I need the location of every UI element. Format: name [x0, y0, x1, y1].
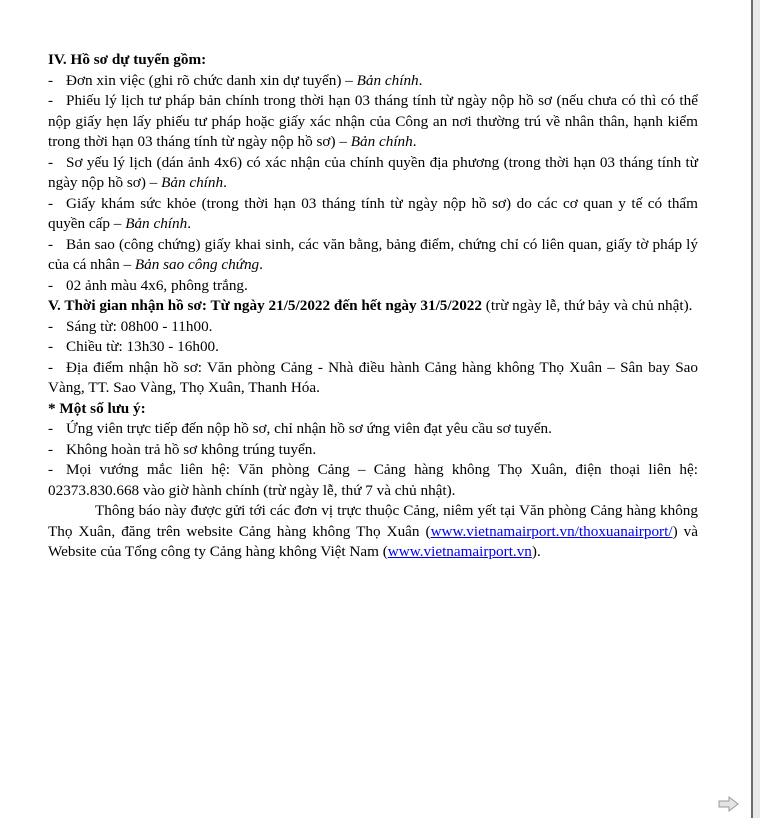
section-4-item-5: - Bản sao (công chứng) giấy khai sinh, các văn bằng, bảng điểm, chứng chỉ có liên quan, giấy tờ pháp lý của cá nhân – Bản sao công chứng. [48, 235, 698, 273]
section-4-item-1: - Đơn xin việc (ghi rõ chức danh xin dự tuyển) – Bản chính. [48, 71, 423, 89]
section-5-item-2: - Chiều từ: 13h30 - 16h00. [48, 338, 219, 355]
thoxuan-airport-link[interactable]: www.vietnamairport.vn/thoxuanairport/ [430, 522, 673, 540]
vietnam-airport-link[interactable]: www.vietnamairport.vn [387, 543, 532, 560]
section-4-item-4: - Giấy khám sức khỏe (trong thời hạn 03 tháng tính từ ngày nộp hồ sơ) do các cơ quan y tế có thẩm quyền cấp – Bản chính. [48, 194, 698, 232]
section-5-item-1: - Sáng từ: 08h00 - 11h00. [48, 317, 213, 335]
section-5-item-3: - Địa điểm nhận hồ sơ: Văn phòng Cảng - Nhà điều hành Cảng hàng không Thọ Xuân – Sân bay Sao Vàng, TT. Sao Vàng, Thọ Xuân, Thanh Hóa. [48, 358, 698, 396]
page-shadow [753, 0, 760, 818]
notes-item-2: - Không hoàn trả hồ sơ không trúng tuyển. [48, 440, 317, 458]
section-4-item-2: - Phiếu lý lịch tư pháp bản chính trong thời hạn 03 tháng tính từ ngày nộp hồ sơ (nếu chưa có thì có thể nộp giấy hẹn lấy phiếu tư pháp hoặc giấy xác nhận của Công an nơi thường trú về nhân thân, hạnh kiểm trong thời hạn 03 tháng tính từ ngày nộp hồ sơ) – Bản chính. [48, 92, 698, 150]
document-body [48, 50, 698, 563]
notes-item-1: - Ứng viên trực tiếp đến nộp hồ sơ, chỉ nhận hồ sơ ứng viên đạt yêu cầu sơ tuyển. [48, 420, 552, 437]
closing-paragraph: Thông báo này được gửi tới các đơn vị trực thuộc Cảng, niêm yết tại Văn phòng Cảng hàng không Thọ Xuân, đăng trên website Cảng hàng không Thọ Xuân (www.vietnamairport.vn/thoxuanairport/) và Website của Tổng công ty Cảng hàng không Việt Nam (www.vietnamairport.vn). [48, 502, 698, 560]
notes-heading: * Một số lưu ý: [48, 399, 146, 417]
notes-item-3: - Mọi vướng mắc liên hệ: Văn phòng Cảng – Cảng hàng không Thọ Xuân, điện thoại liên hệ: 02373.830.668 vào giờ hành chính (trừ ngày lễ, thứ 7 và chủ nhật). [48, 461, 698, 499]
next-page-arrow-icon[interactable] [718, 795, 740, 813]
section-5-heading: V. Thời gian nhận hồ sơ: Từ ngày 21/5/2022 đến hết ngày 31/5/2022 (trừ ngày lễ, thứ bảy và chủ nhật). [48, 297, 693, 314]
section-4-heading: IV. Hồ sơ dự tuyển gồm: [48, 51, 207, 68]
section-4-item-3: - Sơ yếu lý lịch (dán ảnh 4x6) có xác nhận của chính quyền địa phương (trong thời hạn 03 tháng tính từ ngày nộp hồ sơ) – Bản chính. [48, 153, 698, 191]
section-4-item-6: - 02 ảnh màu 4x6, phông trắng. [48, 276, 248, 294]
